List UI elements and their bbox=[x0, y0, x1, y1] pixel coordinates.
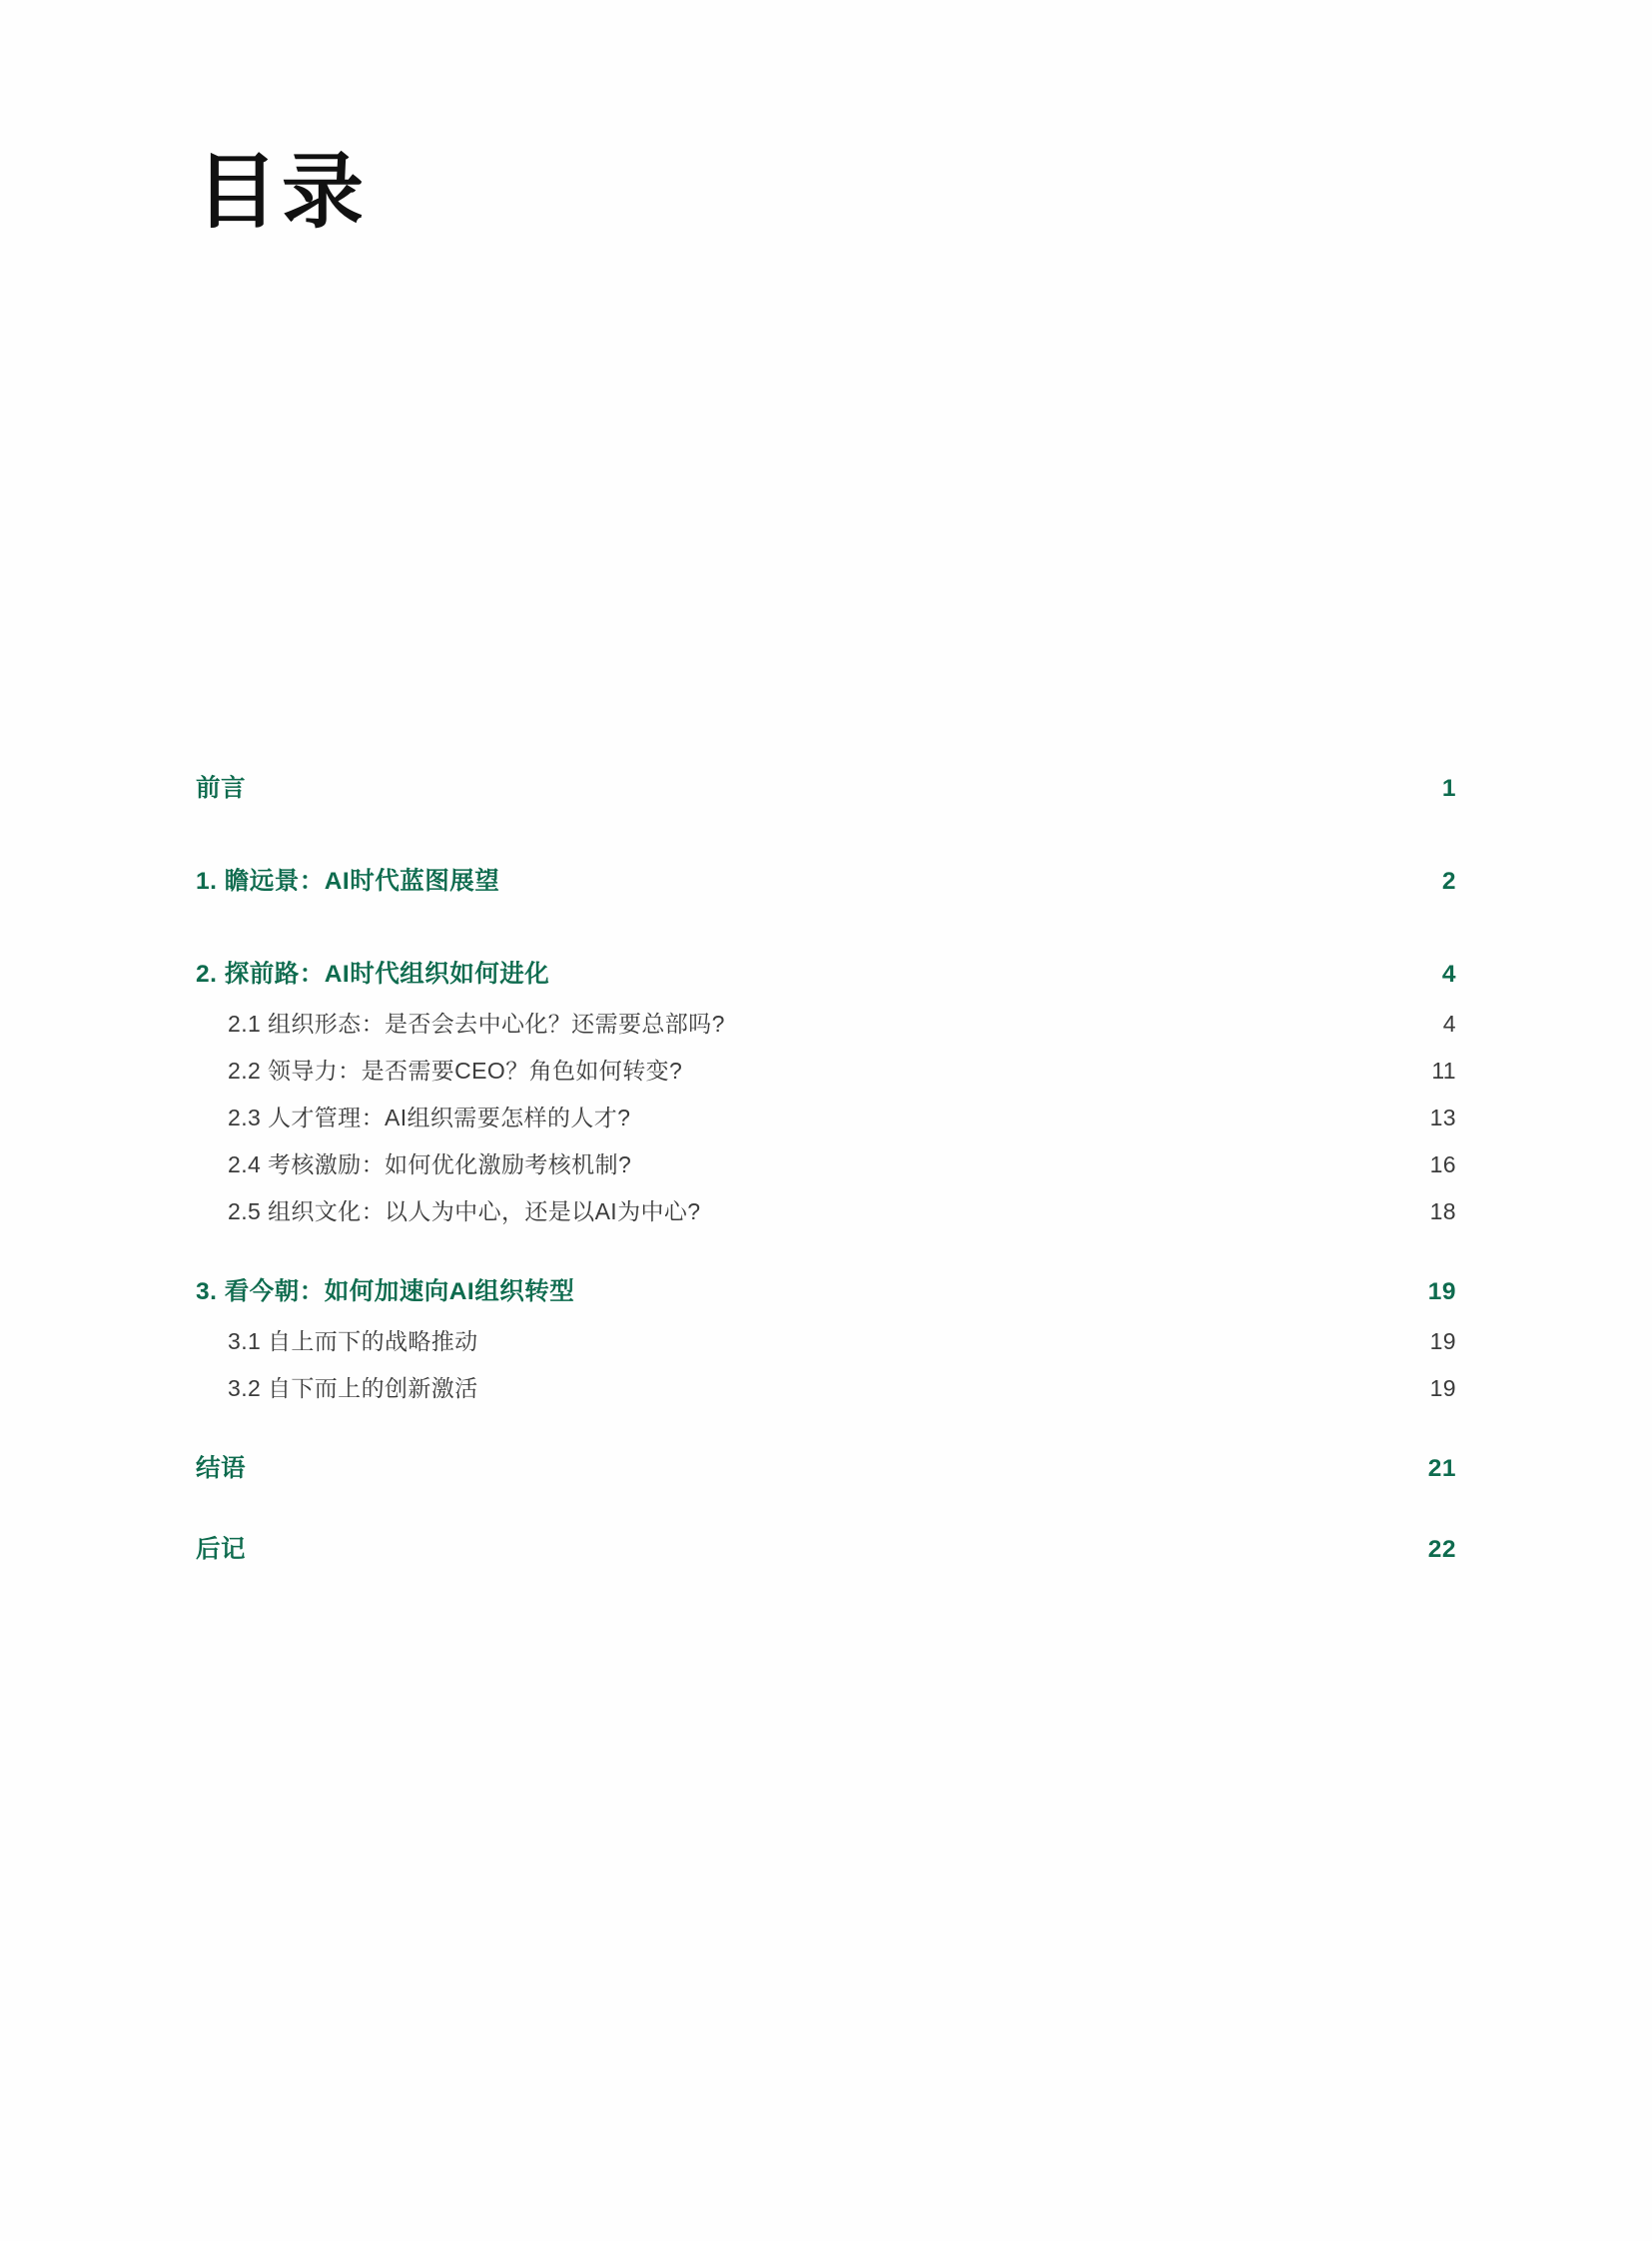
toc-entry-page-number: 18 bbox=[1429, 1198, 1456, 1224]
toc-entry-page-number: 22 bbox=[1427, 1536, 1456, 1563]
page-title: 目录 bbox=[196, 147, 369, 238]
toc-entry-top[interactable] bbox=[196, 862, 1456, 897]
toc-spacer bbox=[196, 897, 1456, 955]
toc-entry-label: 2.2 领导力：是否需要CEO？角色如何转变? bbox=[228, 1058, 683, 1084]
table-of-contents bbox=[196, 769, 1456, 1565]
toc-spacer bbox=[196, 1403, 1456, 1449]
toc-entry-page-number: 16 bbox=[1429, 1151, 1456, 1177]
toc-entry-top[interactable] bbox=[196, 955, 1456, 990]
toc-entry-page-number: 11 bbox=[1431, 1058, 1456, 1084]
toc-entry-label: 2.1 组织形态：是否会去中心化？还需要总部吗? bbox=[228, 1011, 725, 1037]
toc-entry-page-number: 21 bbox=[1427, 1455, 1456, 1482]
toc-entry-label: 3.2 自下而上的创新激活 bbox=[228, 1375, 478, 1401]
toc-entry-label: 2.5 组织文化：以人为中心，还是以AI为中心? bbox=[228, 1198, 701, 1224]
toc-entry-label: 结语 bbox=[196, 1455, 246, 1482]
toc-entry-label: 前言 bbox=[196, 775, 246, 802]
toc-entry-page-number: 13 bbox=[1429, 1105, 1456, 1130]
toc-entry-page-number: 19 bbox=[1429, 1328, 1456, 1354]
toc-entry-page-number: 4 bbox=[1442, 1011, 1456, 1037]
toc-entry-page-number: 4 bbox=[1441, 961, 1456, 988]
toc-entry-sub[interactable] bbox=[196, 1193, 1456, 1226]
toc-entry-label: 3. 看今朝：如何加速向AI组织转型 bbox=[196, 1278, 575, 1305]
toc-entry-page-number: 19 bbox=[1429, 1375, 1456, 1401]
toc-entry-top[interactable] bbox=[196, 1449, 1456, 1484]
toc-entry-page-number: 2 bbox=[1441, 868, 1456, 895]
toc-entry-sub[interactable] bbox=[196, 1146, 1456, 1179]
toc-entry-label: 后记 bbox=[196, 1536, 246, 1563]
toc-spacer bbox=[196, 1484, 1456, 1530]
toc-entry-top[interactable] bbox=[196, 769, 1456, 804]
toc-spacer bbox=[196, 804, 1456, 862]
toc-entry-label: 2.4 考核激励：如何优化激励考核机制? bbox=[228, 1151, 632, 1177]
toc-entry-label: 3.1 自上而下的战略推动 bbox=[228, 1328, 478, 1354]
toc-entry-top[interactable] bbox=[196, 1530, 1456, 1565]
toc-entry-sub[interactable] bbox=[196, 1370, 1456, 1403]
toc-entry-label: 2.3 人才管理：AI组织需要怎样的人才? bbox=[228, 1105, 631, 1130]
toc-spacer bbox=[196, 1226, 1456, 1272]
toc-entry-label: 1. 瞻远景：AI时代蓝图展望 bbox=[196, 868, 500, 895]
toc-entry-sub[interactable] bbox=[196, 1006, 1456, 1039]
toc-entry-label: 2. 探前路：AI时代组织如何进化 bbox=[196, 961, 550, 988]
toc-entry-sub[interactable] bbox=[196, 1053, 1456, 1086]
toc-entry-top[interactable] bbox=[196, 1272, 1456, 1307]
toc-entry-page-number: 19 bbox=[1427, 1278, 1456, 1305]
toc-entry-page-number: 1 bbox=[1441, 775, 1456, 802]
toc-entry-sub[interactable] bbox=[196, 1100, 1456, 1132]
toc-entry-sub[interactable] bbox=[196, 1323, 1456, 1356]
